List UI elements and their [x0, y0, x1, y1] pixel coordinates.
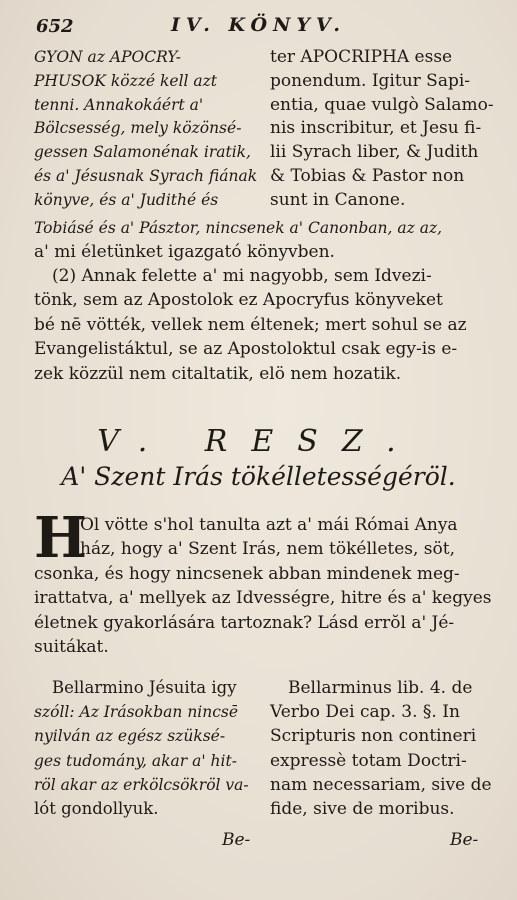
text-line: GYON az APOCRY- — [34, 48, 182, 66]
text-line: lót gondollyuk. — [34, 799, 159, 819]
catchword-right: Be- — [450, 830, 479, 850]
text-line: könyve, és a' Judithé és — [34, 190, 219, 209]
hungarian-column-2 — [34, 676, 249, 821]
text-line: nyilván az egész szüksé- — [34, 727, 226, 746]
chapter-title: A' Szent Irás tökélletességéröl. — [61, 462, 456, 491]
text-line: ponendum. Igitur Sapi- — [270, 70, 471, 91]
text-line: Ol vötte s'hol tanulta azt a' mái Római Anya — [80, 515, 458, 535]
text-line: fide, sive de moribus. — [270, 799, 455, 820]
page-number: 652 — [36, 16, 74, 37]
text-line: lii Syrach liber, & Judith — [270, 142, 479, 163]
text-line: Bölcsesség, mely közönsé- — [34, 119, 242, 138]
text-line: csonka, és hogy nincsenek abban mindenek meg- — [34, 563, 460, 584]
text-line: suitákat. — [34, 637, 109, 658]
running-head: IV. KÖNYV. — [170, 14, 347, 36]
drop-cap: H — [34, 505, 87, 571]
text-line: (2) Annak felette a' mi nagyobb, sem Idvezi- — [52, 266, 432, 286]
text-line: Evangelistáktul, se az Apostoloktul csak egy-is e- — [34, 339, 458, 360]
text-line: irattatva, a' mellyek az Idvességre, hitre és a' kegyes — [34, 588, 492, 609]
text-line: PHUSOK közzé kell azt — [34, 71, 218, 90]
latin-column — [270, 46, 494, 213]
text-line: Bellarminus lib. 4. de — [288, 678, 473, 698]
text-line: nis inscribitur, et Jesu fi- — [270, 118, 482, 139]
text-line: és a' Jésusnak Syrach fiának — [34, 166, 258, 185]
text-line: bé nē vötték, vellek nem éltenek; mert sohul se az — [34, 314, 467, 335]
text-line: nam necessariam, sive de — [270, 774, 492, 795]
text-line: zek közzül nem citaltatik, elö nem hozatik. — [34, 363, 402, 384]
text-line: & Tobias & Pastor non — [270, 165, 465, 186]
full-width-line: a' mi életünket igazgató könyvben. — [34, 242, 335, 262]
text-line: röl akar az erkölcsökröl va- — [34, 775, 249, 794]
text-line: Scripturis non contineri — [270, 726, 477, 747]
text-line: gessen Salamonénak iratik, — [34, 143, 251, 162]
text-line: tönk, sem az Apostolok ez Apocryfus könyveket — [34, 290, 443, 311]
paragraph-2 — [34, 264, 467, 386]
text-line: ter APOCRIPHA esse — [270, 47, 453, 67]
text-line: Bellarmino Jésuita igy — [52, 678, 237, 697]
paragraph-3 — [34, 513, 492, 659]
chapter-number: V. RESZ. — [97, 424, 420, 459]
text-line: Verbo Dei cap. 3. §. In — [270, 702, 460, 723]
catchword-left: Be- — [222, 830, 251, 850]
text-line: ház, hogy a' Szent Irás, nem tökélletes, söt, — [80, 539, 456, 560]
text-line: életnek gyakorlására tartoznak? Lásd errŏl a' Jé- — [34, 612, 455, 633]
full-width-line: Tobiásé és a' Pásztor, nincsenek a' Canonban, az az, — [34, 219, 443, 237]
latin-column-2 — [270, 676, 492, 821]
text-line: expressè totam Doctri- — [270, 750, 467, 771]
text-line: szóll: Az Irásokban nincsē — [34, 703, 239, 722]
text-line: tenni. Annakokáért a' — [34, 95, 204, 114]
hungarian-column — [34, 46, 257, 213]
text-line: ges tudomány, akar a' hit- — [34, 751, 237, 770]
text-line: sunt in Canone. — [270, 189, 406, 210]
text-line: entia, quae vulgò Salamo- — [270, 94, 494, 115]
